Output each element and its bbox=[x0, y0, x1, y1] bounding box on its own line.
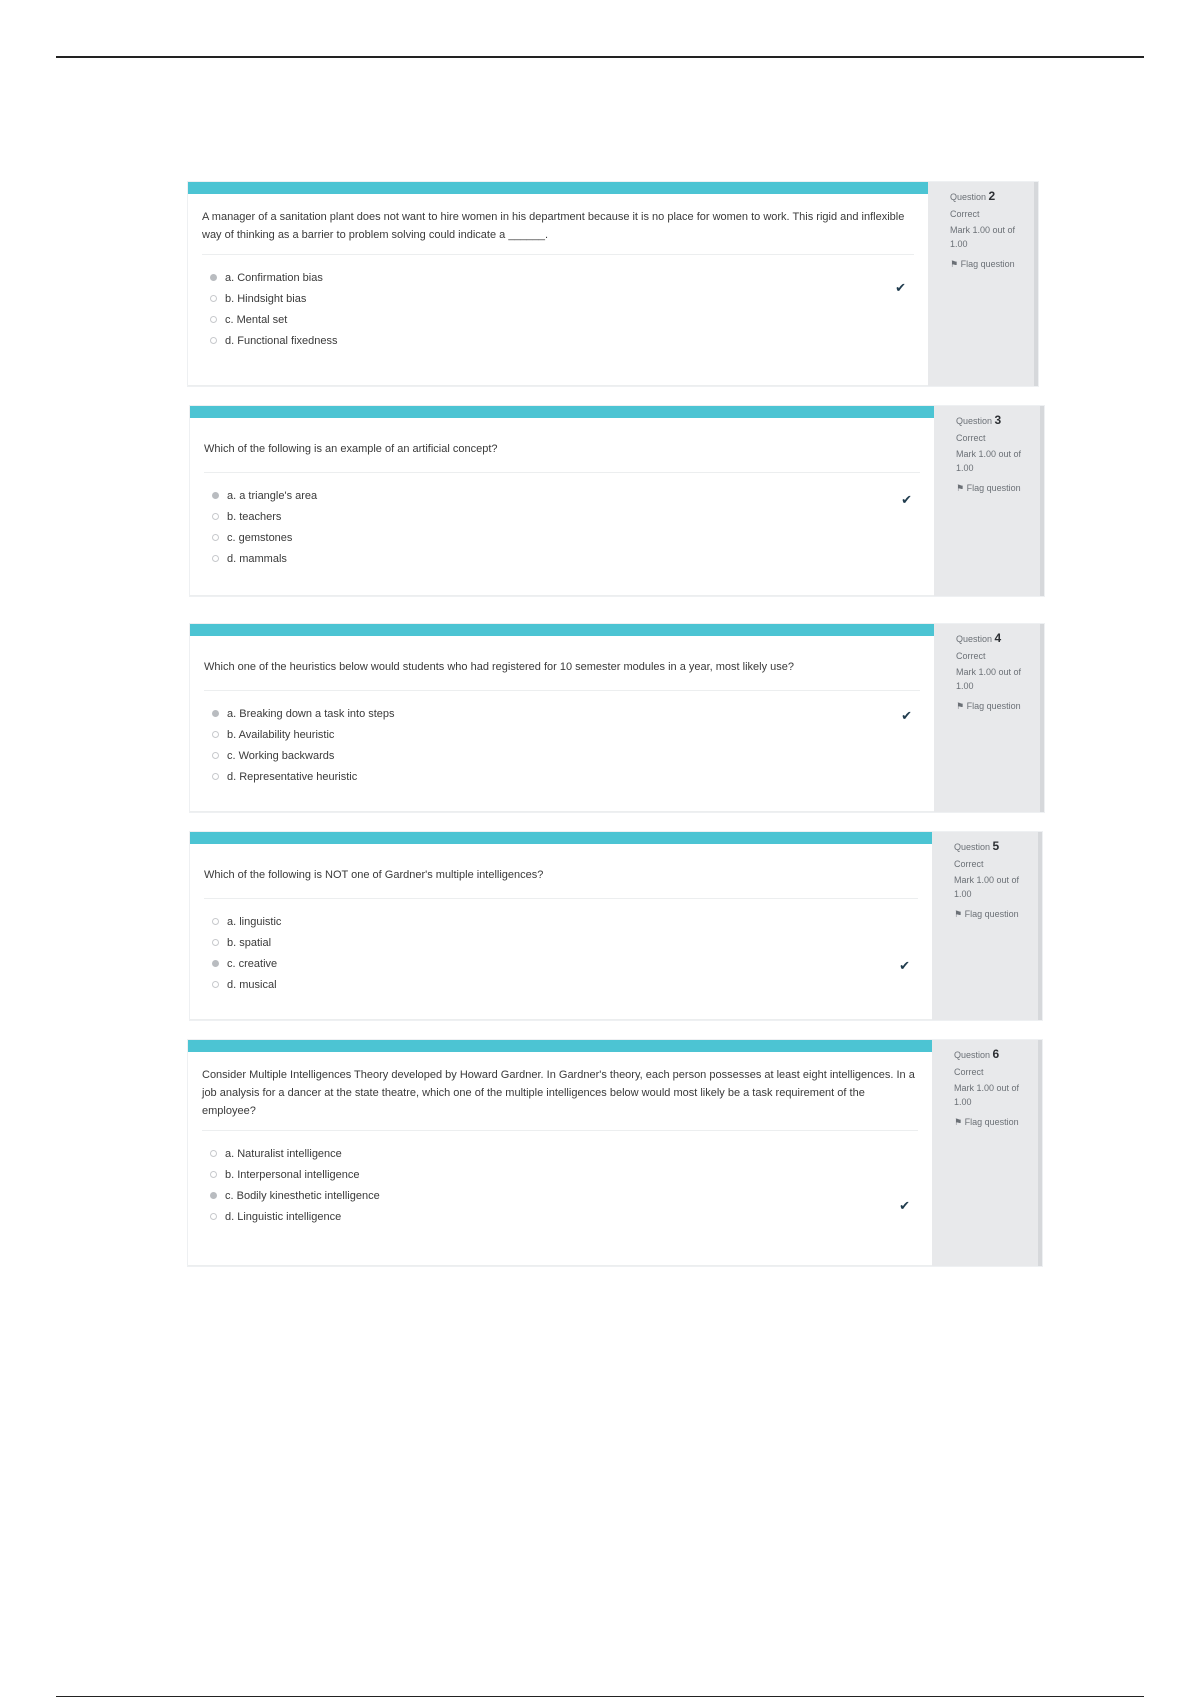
question-mark: Mark 1.00 out of 1.00 bbox=[956, 449, 1022, 473]
answer-label: b. Availability heuristic bbox=[227, 728, 335, 741]
answer-option[interactable] bbox=[212, 703, 934, 724]
answer-option[interactable] bbox=[212, 932, 932, 953]
answer-label: a. Confirmation bias bbox=[225, 271, 323, 284]
radio-selected-icon[interactable] bbox=[212, 492, 219, 499]
radio-icon[interactable] bbox=[212, 981, 219, 988]
question-number-label: Question bbox=[956, 416, 993, 426]
question-number: 6 bbox=[992, 1047, 1000, 1061]
question-text: Which of the following is NOT one of Gardner's multiple intelligences? bbox=[204, 869, 544, 881]
flag-question-label: Flag question bbox=[964, 909, 1019, 919]
answer-label: d. Functional fixedness bbox=[225, 334, 338, 347]
question-state: Correct bbox=[956, 433, 986, 443]
answer-label: a. Naturalist intelligence bbox=[225, 1147, 342, 1160]
question-info-panel bbox=[934, 624, 1044, 812]
answer-option[interactable] bbox=[212, 911, 932, 932]
question-content bbox=[190, 832, 932, 1020]
question-header-bar bbox=[188, 1040, 932, 1052]
answer-list bbox=[188, 1131, 932, 1237]
answer-label: d. Representative heuristic bbox=[227, 770, 358, 783]
question-header-bar bbox=[188, 182, 928, 194]
flag-question-label: Flag question bbox=[966, 701, 1021, 711]
question-text: A manager of a sanitation plant does not want to hire women in his department because it is no place for women to work. This rigid and inflexible way of thinking as a barrier to problem solving could indicate a ______. bbox=[202, 211, 905, 241]
answer-option[interactable] bbox=[212, 766, 934, 787]
radio-icon[interactable] bbox=[212, 773, 219, 780]
question-info-panel bbox=[928, 182, 1038, 386]
question-number: 3 bbox=[994, 413, 1002, 427]
radio-selected-icon[interactable] bbox=[210, 1192, 217, 1199]
answer-label: b. teachers bbox=[227, 510, 282, 523]
radio-icon[interactable] bbox=[212, 752, 219, 759]
check-icon: ✔ bbox=[899, 1198, 910, 1213]
answer-option[interactable] bbox=[212, 974, 932, 995]
answer-option[interactable] bbox=[212, 548, 934, 569]
answer-label: b. Interpersonal intelligence bbox=[225, 1168, 360, 1181]
check-icon: ✔ bbox=[901, 708, 912, 723]
flag-icon: ⚑ bbox=[956, 701, 965, 711]
question-state: Correct bbox=[954, 859, 984, 869]
page-bottom-rule bbox=[56, 1696, 1144, 1697]
question-mark: Mark 1.00 out of 1.00 bbox=[954, 1083, 1020, 1107]
question-text: Which of the following is an example of an artificial concept? bbox=[204, 443, 498, 455]
flag-icon: ⚑ bbox=[954, 1117, 963, 1127]
answer-list bbox=[190, 899, 932, 1005]
answer-option[interactable] bbox=[212, 485, 934, 506]
radio-icon[interactable] bbox=[212, 731, 219, 738]
radio-icon[interactable] bbox=[212, 939, 219, 946]
flag-question-link[interactable] bbox=[954, 907, 1038, 921]
radio-icon[interactable] bbox=[212, 513, 219, 520]
answer-label: a. a triangle's area bbox=[227, 489, 318, 502]
question-header-bar bbox=[190, 624, 934, 636]
question-state: Correct bbox=[954, 1067, 984, 1077]
answer-option[interactable] bbox=[210, 1164, 932, 1185]
answer-option[interactable] bbox=[210, 267, 928, 288]
answer-option[interactable] bbox=[210, 288, 928, 309]
answer-label: d. Linguistic intelligence bbox=[225, 1210, 342, 1223]
answer-option[interactable] bbox=[212, 506, 934, 527]
answer-option[interactable] bbox=[212, 724, 934, 745]
flag-icon: ⚑ bbox=[950, 259, 959, 269]
answer-label: c. Bodily kinesthetic intelligence bbox=[225, 1189, 380, 1202]
radio-icon[interactable] bbox=[210, 295, 217, 302]
page-top-rule bbox=[56, 56, 1144, 58]
answer-option[interactable] bbox=[210, 1185, 932, 1206]
flag-question-label: Flag question bbox=[960, 259, 1015, 269]
check-icon: ✔ bbox=[899, 958, 910, 973]
flag-question-link[interactable] bbox=[956, 699, 1040, 713]
answer-list bbox=[190, 473, 934, 579]
question-content bbox=[188, 182, 928, 386]
question-number: 2 bbox=[988, 189, 996, 203]
answer-option[interactable] bbox=[210, 309, 928, 330]
question-content bbox=[190, 406, 934, 596]
question-block bbox=[188, 182, 1038, 386]
question-mark: Mark 1.00 out of 1.00 bbox=[950, 225, 1016, 249]
flag-icon: ⚑ bbox=[956, 483, 965, 493]
question-header-bar bbox=[190, 406, 934, 418]
question-info-panel bbox=[932, 1040, 1042, 1266]
flag-question-link[interactable] bbox=[956, 481, 1040, 495]
answer-label: c. creative bbox=[227, 957, 278, 970]
answer-option[interactable] bbox=[210, 1206, 932, 1227]
question-content bbox=[190, 624, 934, 812]
question-state: Correct bbox=[956, 651, 986, 661]
question-state: Correct bbox=[950, 209, 980, 219]
flag-question-label: Flag question bbox=[966, 483, 1021, 493]
flag-question-label: Flag question bbox=[964, 1117, 1019, 1127]
question-number-label: Question bbox=[950, 192, 987, 202]
answer-label: b. spatial bbox=[227, 936, 272, 949]
question-mark: Mark 1.00 out of 1.00 bbox=[956, 667, 1022, 691]
answer-list bbox=[188, 255, 928, 361]
radio-icon[interactable] bbox=[210, 337, 217, 344]
radio-icon[interactable] bbox=[212, 918, 219, 925]
radio-icon[interactable] bbox=[210, 1171, 217, 1178]
question-content bbox=[188, 1040, 932, 1266]
question-number-label: Question bbox=[956, 634, 993, 644]
question-header-bar bbox=[190, 832, 932, 844]
answer-label: d. musical bbox=[227, 978, 277, 991]
radio-selected-icon[interactable] bbox=[210, 274, 217, 281]
answer-option[interactable] bbox=[210, 1143, 932, 1164]
answer-label: d. mammals bbox=[227, 552, 287, 565]
check-icon: ✔ bbox=[895, 280, 906, 295]
question-block bbox=[190, 624, 1044, 812]
question-info-panel bbox=[934, 406, 1044, 596]
answer-label: c. Mental set bbox=[225, 313, 288, 326]
radio-icon[interactable] bbox=[210, 1213, 217, 1220]
answer-option[interactable] bbox=[212, 745, 934, 766]
answer-label: a. Breaking down a task into steps bbox=[227, 707, 395, 720]
flag-question-link[interactable] bbox=[950, 257, 1034, 271]
answer-label: c. gemstones bbox=[227, 531, 293, 544]
question-number-label: Question bbox=[954, 842, 991, 852]
radio-selected-icon[interactable] bbox=[212, 710, 219, 717]
answer-label: a. linguistic bbox=[227, 915, 282, 928]
question-number: 4 bbox=[994, 631, 1002, 645]
answer-option[interactable] bbox=[212, 527, 934, 548]
question-number-label: Question bbox=[954, 1050, 991, 1060]
radio-selected-icon[interactable] bbox=[212, 960, 219, 967]
question-info-panel bbox=[932, 832, 1042, 1020]
question-block bbox=[190, 406, 1044, 596]
answer-option[interactable] bbox=[210, 330, 928, 351]
question-number: 5 bbox=[992, 839, 1000, 853]
question-mark: Mark 1.00 out of 1.00 bbox=[954, 875, 1020, 899]
radio-icon[interactable] bbox=[212, 534, 219, 541]
answer-list bbox=[190, 691, 934, 797]
flag-question-link[interactable] bbox=[954, 1115, 1038, 1129]
radio-icon[interactable] bbox=[212, 555, 219, 562]
question-text: Consider Multiple Intelligences Theory developed by Howard Gardner. In Gardner's theory, each person possesses at least eight intelligences. In a job analysis for a dancer at the state theatre, which one of the multiple intelligences below would most likely be a task requirement of the employee? bbox=[202, 1069, 915, 1117]
radio-icon[interactable] bbox=[210, 1150, 217, 1157]
question-block bbox=[190, 832, 1042, 1020]
question-text: Which one of the heuristics below would students who had registered for 10 semester modules in a year, most likely use? bbox=[204, 661, 795, 673]
answer-option[interactable] bbox=[212, 953, 932, 974]
check-icon: ✔ bbox=[901, 492, 912, 507]
radio-icon[interactable] bbox=[210, 316, 217, 323]
flag-icon: ⚑ bbox=[954, 909, 963, 919]
answer-label: b. Hindsight bias bbox=[225, 292, 307, 305]
answer-label: c. Working backwards bbox=[227, 749, 335, 762]
question-block bbox=[188, 1040, 1042, 1266]
